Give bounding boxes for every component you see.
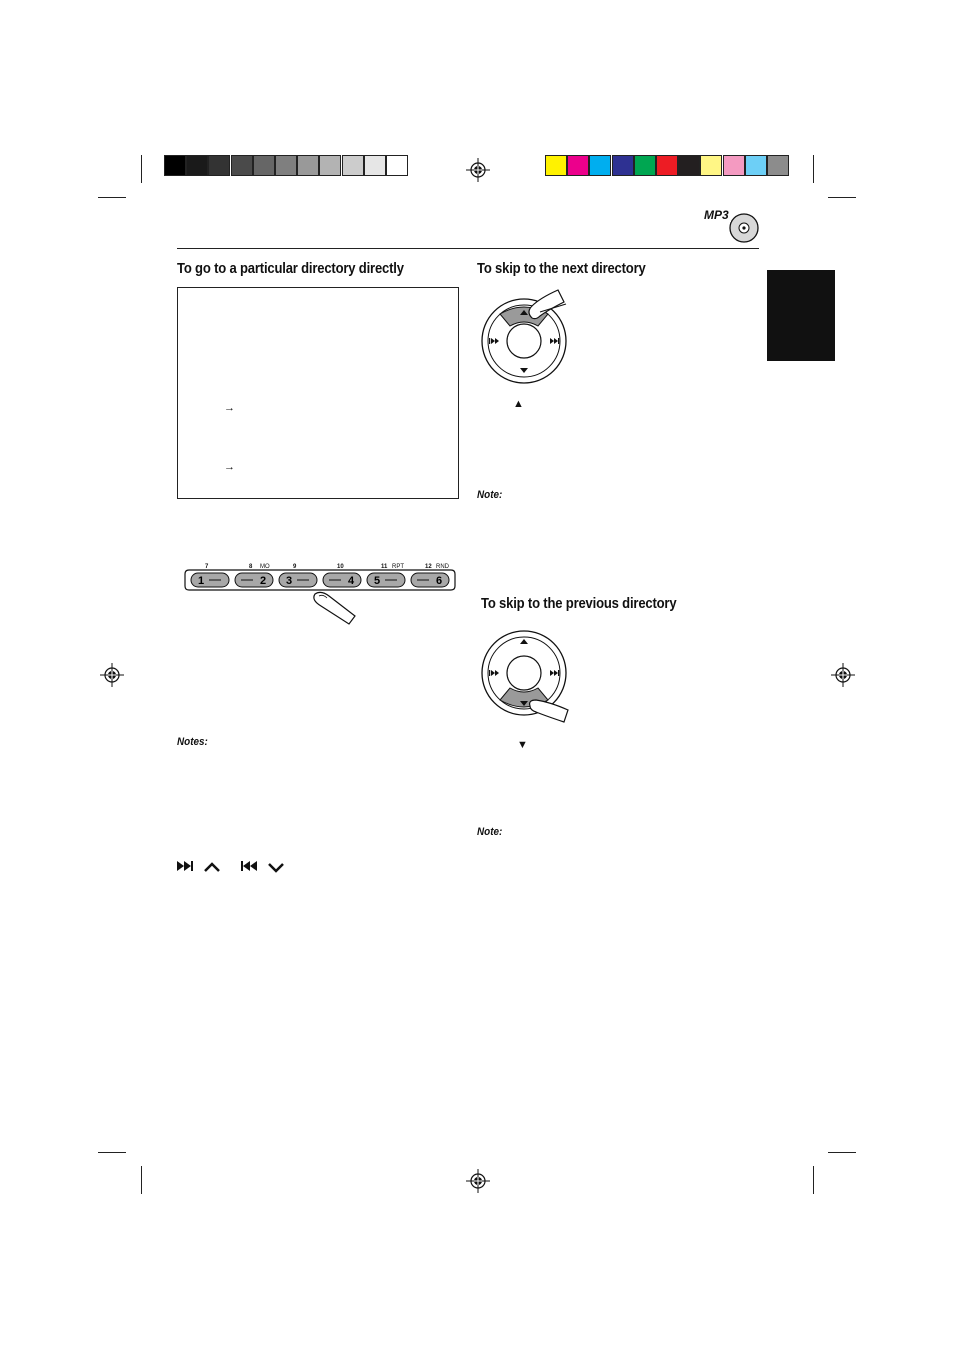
crop-mark [141,1166,142,1194]
crop-mark [141,155,142,183]
arrow-right-icon: → [224,402,235,414]
preset-number-label: 8 [249,564,253,570]
registration-target-icon [466,1169,490,1193]
calibration-swatch [745,155,767,176]
mp3-badge [700,208,760,246]
calibration-swatch [567,155,589,176]
preset-function-label: RPT [392,564,404,570]
calibration-swatch [545,155,567,176]
calibration-swatch [164,155,186,176]
calibration-swatch [186,155,208,176]
calibration-swatch [208,155,230,176]
calibration-swatch [386,155,408,176]
preset-number-label: 7 [205,564,209,570]
notes-label: Notes: [177,736,208,748]
crop-mark [813,1166,814,1194]
preset-function-label: RND [436,564,449,570]
down-triangle-icon: ▼ [517,739,528,751]
calibration-swatch [767,155,789,176]
crop-mark [813,155,814,183]
preset-button[interactable] [411,573,449,587]
crop-mark [98,197,126,198]
preset-button-number: 4 [347,575,355,587]
calibration-swatch [656,155,678,176]
next-track-up-icon [177,859,225,873]
preset-button-number: 5 [373,575,381,587]
heading-directory-directly: To go to a particular directory directly [177,261,404,277]
registration-target-icon [831,663,855,687]
header-rule [177,248,759,249]
prev-note-label: Note: [477,826,503,838]
calibration-swatch [297,155,319,176]
mp3-badge-label: MP3 [704,208,729,222]
calibration-swatch [253,155,275,176]
preset-number-label: 11 [381,564,388,570]
up-triangle-icon: ▲ [513,398,524,410]
registration-target-icon [466,158,490,182]
calibration-swatch [700,155,722,176]
calibration-swatch [231,155,253,176]
disc-icon [728,212,760,244]
registration-target-icon [100,663,124,687]
calibration-swatch [678,155,700,176]
section-tab [767,270,835,361]
crop-mark [98,1152,126,1153]
preset-button-number: 1 [197,575,205,587]
preset-button-panel [183,562,458,630]
preset-button-number: 2 [259,575,267,587]
calibration-swatch [723,155,745,176]
preset-number-label: 12 [425,564,432,570]
heading-next-directory: To skip to the next directory [477,261,646,277]
preset-button-number: 6 [435,575,443,587]
calibration-swatch [364,155,386,176]
control-dial-down-pressed [478,626,574,730]
preset-button-number: 3 [285,575,293,587]
preset-button[interactable] [235,573,273,587]
prev-track-down-icon [241,859,289,873]
preset-function-label: MO [260,564,270,570]
calibration-swatch [319,155,341,176]
crop-mark [828,1152,856,1153]
calibration-swatch [275,155,297,176]
control-dial-up-pressed [478,282,574,386]
calibration-swatch [634,155,656,176]
preset-number-label: 10 [337,564,344,570]
arrow-right-icon: → [224,461,235,473]
preset-number-label: 9 [293,564,297,570]
calibration-swatch [342,155,364,176]
heading-previous-directory: To skip to the previous directory [481,596,677,612]
calibration-swatch [612,155,634,176]
crop-mark [828,197,856,198]
instruction-box [177,287,459,499]
preset-button[interactable] [323,573,361,587]
next-note-label: Note: [477,489,503,501]
calibration-swatch [589,155,611,176]
